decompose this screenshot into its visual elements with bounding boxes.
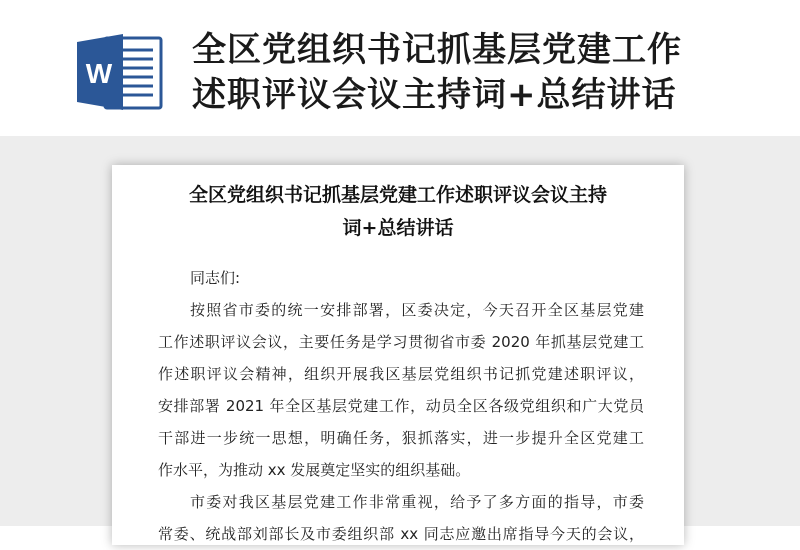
- document-title-line-2: 词+总结讲话: [342, 217, 454, 239]
- header-title: [192, 28, 782, 118]
- word-icon-letter: W: [85, 58, 113, 89]
- document-title-line-1: 全区党组织书记抓基层党建工作述职评议会议主持: [188, 184, 607, 206]
- paragraph-1-line: 作水平，为推动 xx 发展奠定坚实的组织基础。: [158, 461, 471, 479]
- paragraph-2-line: 市委对我区基层党建工作非常重视，给予了多方面的指导，市委: [190, 493, 644, 511]
- document-title: [142, 179, 654, 245]
- document-body: [158, 262, 644, 550]
- header-banner: [0, 0, 800, 136]
- paragraph-1-line: 安排部署 2021 年全区基层党建工作，动员全区各级党组织和广大党员: [158, 397, 644, 415]
- salutation: 同志们:: [190, 269, 241, 287]
- header-title-line-2: 述职评议会议主持词+总结讲话: [192, 75, 677, 115]
- word-document-icon: [77, 32, 163, 112]
- paragraph-1-line: 干部进一步统一思想，明确任务，狠抓落实，进一步提升全区党建工: [158, 429, 644, 447]
- paragraph-1-line: 作述职评议会精神，组织开展我区基层党组织书记抓党建述职评议，: [158, 365, 644, 383]
- document-page: [112, 165, 684, 545]
- paragraph-1-line: 工作述职评议会议，主要任务是学习贯彻省市委 2020 年抓基层党建工: [158, 333, 644, 351]
- paragraph-1-line: 按照省市委的统一安排部署，区委决定，今天召开全区基层党建: [190, 301, 644, 319]
- header-title-line-1: 全区党组织书记抓基层党建工作: [192, 30, 682, 70]
- paragraph-2-line: 常委、统战部刘部长及市委组织部 xx 同志应邀出席指导今天的会议，: [158, 525, 644, 543]
